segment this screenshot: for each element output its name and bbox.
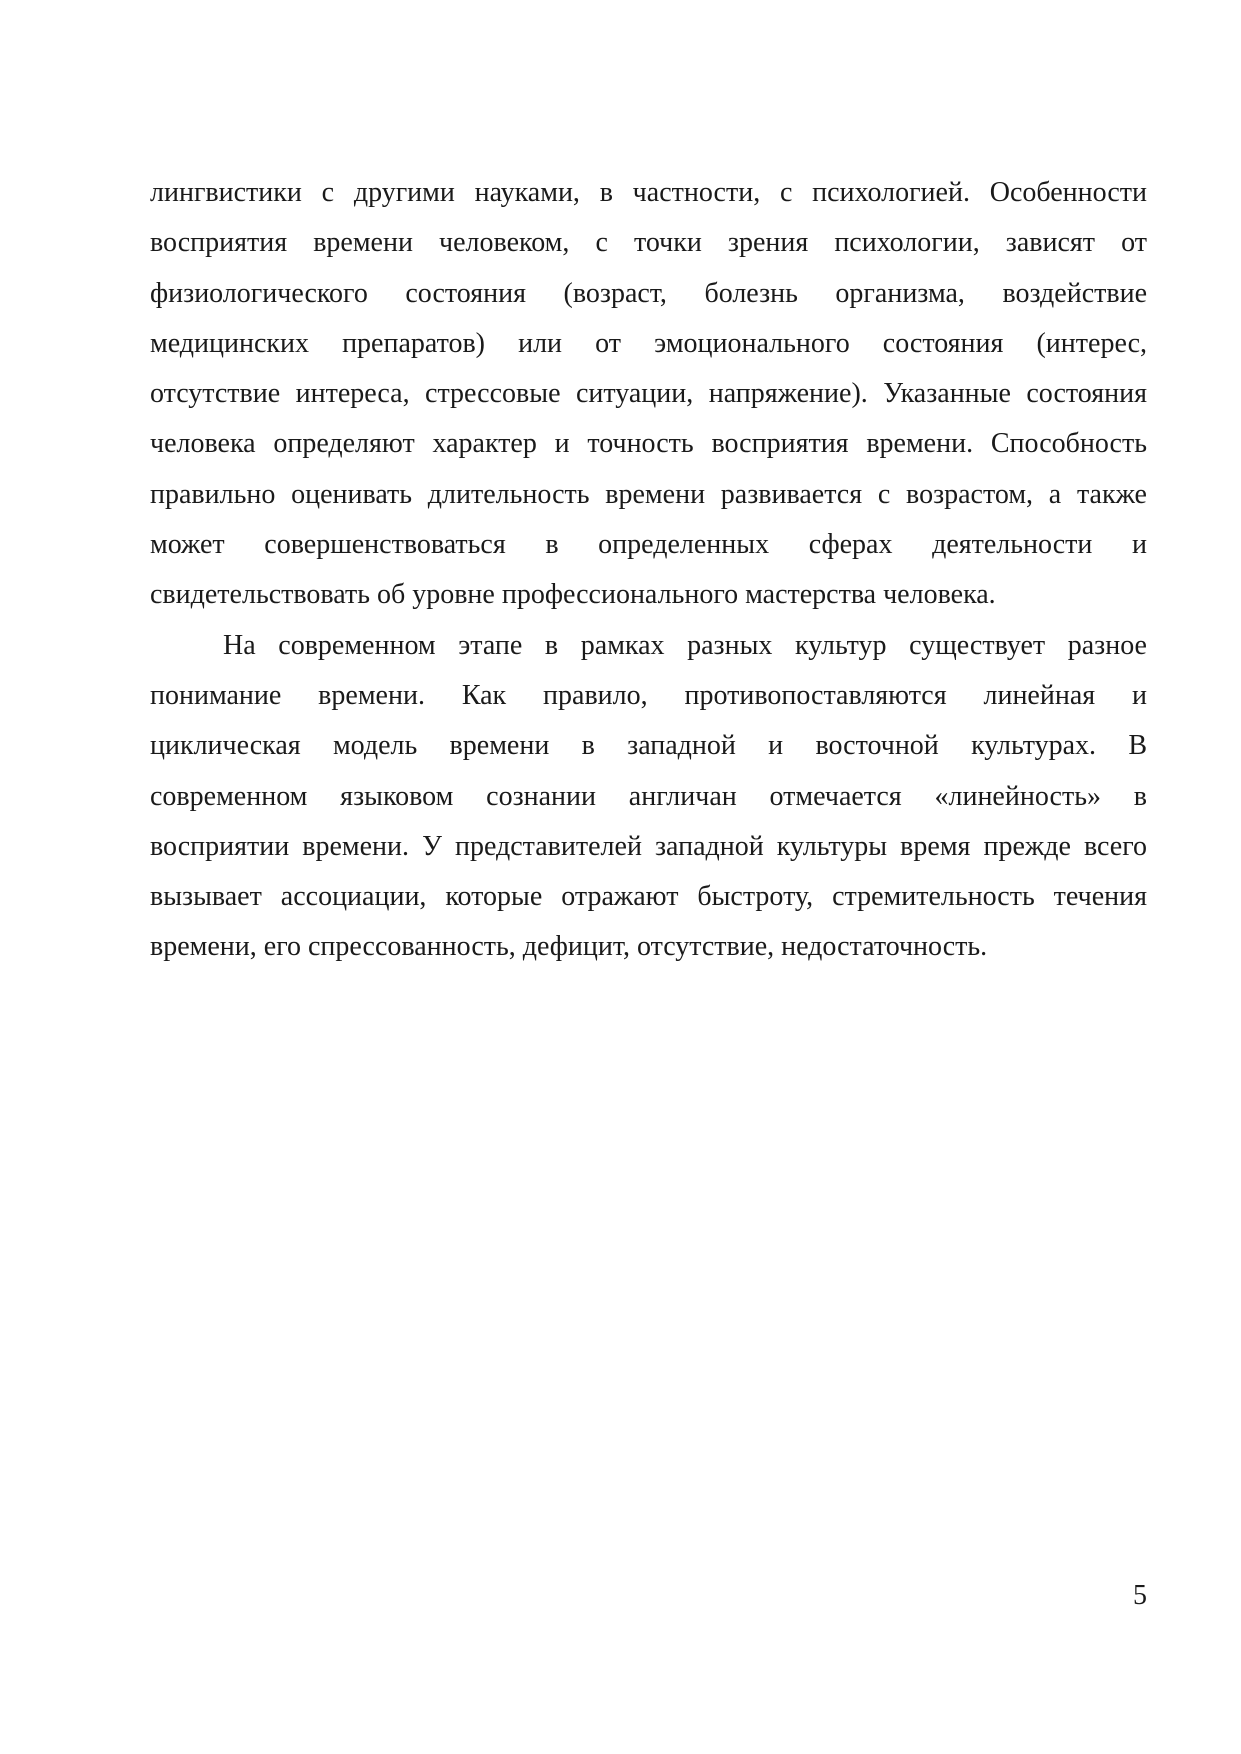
page-number: 5 xyxy=(1133,1580,1147,1611)
text-line: медицинских препаратов) или от эмоционального состояния (интерес, xyxy=(150,327,1147,359)
text-line: современном языковом сознании англичан отмечается «линейность» в xyxy=(150,780,1147,812)
text-line: На современном этапе в рамках разных культур существует разное xyxy=(223,629,1147,661)
text-line: лингвистики с другими науками, в частности, с психологией. Особенности xyxy=(150,177,1147,208)
text-line: отсутствие интереса, стрессовые ситуации, напряжение). Указанные состояния xyxy=(150,378,1147,410)
text-line: восприятии времени. У представителей западной культуры время прежде всего xyxy=(150,830,1147,862)
text-line: восприятия времени человеком, с точки зрения психологии, зависят от xyxy=(150,227,1147,259)
text-line: времени, его спрессованность, дефицит, отсутствие, недостаточность. xyxy=(150,931,988,963)
text-line: свидетельствовать об уровне профессионального мастерства человека. xyxy=(150,579,996,611)
body-text xyxy=(150,168,1147,973)
paragraph-1 xyxy=(150,168,1147,621)
text-line: понимание времени. Как правило, противопоставляются линейная и xyxy=(150,679,1147,711)
text-line: человека определяют характер и точность восприятия времени. Способность xyxy=(150,428,1147,460)
paragraph-2 xyxy=(150,621,1147,973)
text-line: вызывает ассоциации, которые отражают быстроту, стремительность течения xyxy=(150,881,1147,913)
text-line: может совершенствоваться в определенных сферах деятельности и xyxy=(150,529,1147,561)
text-line: циклическая модель времени в западной и восточной культурах. В xyxy=(150,730,1147,762)
text-line: физиологического состояния (возраст, болезнь организма, воздействие xyxy=(150,277,1147,309)
text-line: правильно оценивать длительность времени развивается с возрастом, а также xyxy=(150,478,1147,510)
